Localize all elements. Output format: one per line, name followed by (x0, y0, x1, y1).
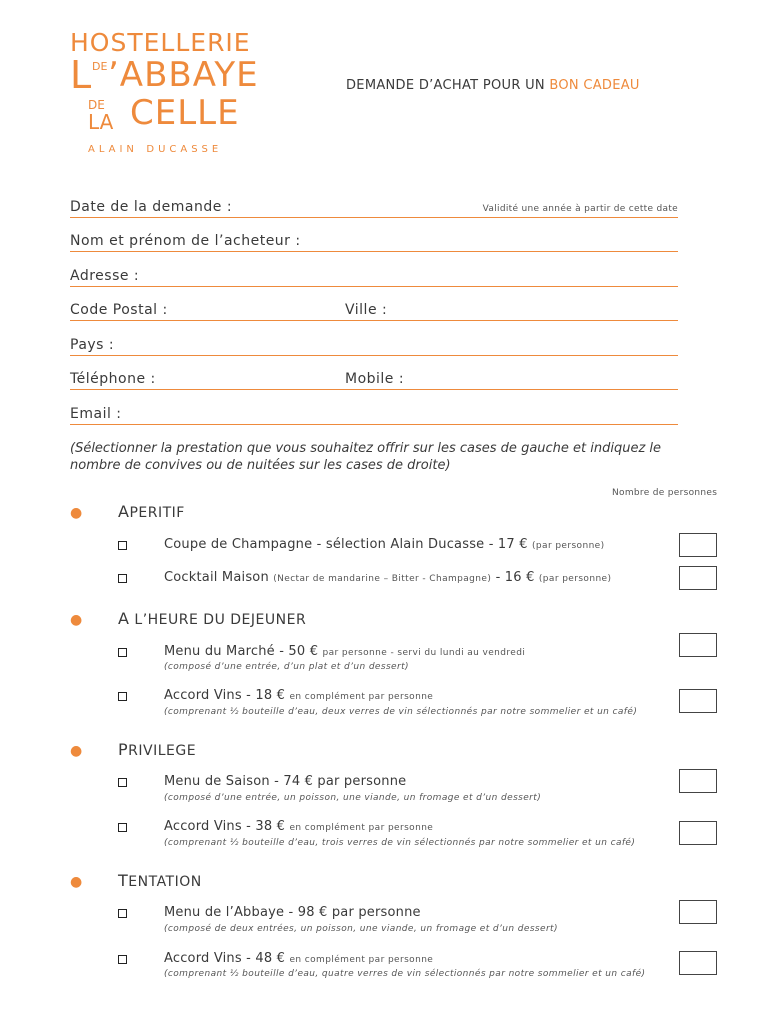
logo-ducasse: alain ducasse (88, 140, 223, 156)
item-cocktail: Cocktail Maison (Nectar de mandarine – Bitter - Champagne) - 16 € (par personne) (164, 570, 612, 585)
bullet-icon: ● (70, 743, 83, 759)
item-menu-saison-desc: (composé d’une entrée, un poisson, une viande, un fromage et d’un dessert) (164, 793, 542, 803)
checkbox-champagne[interactable] (118, 541, 127, 550)
item-menu-saison: Menu de Saison - 74 € par personne (164, 774, 407, 789)
address-label: Adresse : (70, 268, 140, 284)
title-accent: BON CADEAU (549, 78, 640, 93)
validity-note: Validité une année à partir de cette date (482, 204, 678, 214)
logo-celle: CELLE (130, 93, 240, 133)
item-accord-vins-48-desc: (comprenant ½ bouteille d’eau, quatre verres de vin sélectionnés par notre sommelier et un café) (164, 969, 646, 979)
country-field[interactable] (70, 335, 678, 356)
checkbox-menu-saison[interactable] (118, 778, 127, 787)
section-aperitif: APERITIF (118, 502, 185, 521)
email-label: Email : (70, 406, 122, 422)
logo-abbaye: ’ABBAYE (108, 55, 259, 95)
address-field[interactable] (70, 266, 678, 287)
email-field[interactable] (70, 404, 678, 425)
city-label: Ville : (345, 302, 388, 318)
item-menu-marche: Menu du Marché - 50 € par personne - servi du lundi au vendredi (164, 644, 526, 659)
mobile-label: Mobile : (345, 371, 405, 387)
item-accord-vins-38-desc: (comprenant ½ bouteille d’eau, trois verres de vin sélectionnés par notre sommelier et un café) (164, 838, 636, 848)
item-accord-vins-18: Accord Vins - 18 € en complément par personne (164, 688, 434, 703)
qty-cocktail[interactable] (679, 566, 717, 590)
logo-de-small-2: DE (88, 98, 105, 112)
country-label: Pays : (70, 337, 115, 353)
checkbox-accord-vins-38[interactable] (118, 823, 127, 832)
qty-accord-vins-48[interactable] (679, 951, 717, 975)
qty-menu-abbaye[interactable] (679, 900, 717, 924)
logo-hostellerie: HOSTELLERIE (70, 28, 251, 57)
item-accord-vins-38: Accord Vins - 38 € en complément par personne (164, 819, 434, 834)
bullet-icon: ● (70, 505, 83, 521)
name-label: Nom et prénom de l’acheteur : (70, 233, 301, 249)
postal-label: Code Postal : (70, 302, 168, 318)
checkbox-menu-marche[interactable] (118, 648, 127, 657)
instructions: (Sélectionner la prestation que vous souhaitez offrir sur les cases de gauche et indiquez le nombre de convives ou de nuitées sur les cases de droite) (70, 441, 662, 473)
item-champagne: Coupe de Champagne - sélection Alain Ducasse - 17 € (par personne) (164, 537, 605, 552)
date-field[interactable] (70, 197, 678, 218)
qty-accord-vins-18[interactable] (679, 689, 717, 713)
section-dejeuner: A L’HEURE DU DEJEUNER (118, 609, 307, 628)
bullet-icon: ● (70, 874, 83, 890)
item-menu-marche-desc: (composé d’une entrée, d’un plat et d’un dessert) (164, 662, 409, 672)
people-header: Nombre de personnes (612, 488, 718, 498)
qty-menu-marche[interactable] (679, 633, 717, 657)
checkbox-cocktail[interactable] (118, 574, 127, 583)
checkbox-accord-vins-48[interactable] (118, 955, 127, 964)
qty-champagne[interactable] (679, 533, 717, 557)
section-privilege: PRIVILEGE (118, 740, 197, 759)
item-accord-vins-48: Accord Vins - 48 € en complément par personne (164, 951, 434, 966)
item-menu-abbaye-desc: (composé de deux entrées, un poisson, une viande, un fromage et d’un dessert) (164, 924, 558, 934)
bullet-icon: ● (70, 612, 83, 628)
section-tentation: TENTATION (118, 871, 202, 890)
logo-de-small: DE (92, 60, 108, 73)
name-field[interactable] (70, 231, 678, 252)
date-label: Date de la demande : (70, 199, 233, 215)
item-accord-vins-18-desc: (comprenant ½ bouteille d’eau, deux verres de vin sélectionnés par notre sommelier et un café) (164, 707, 638, 717)
phone-label: Téléphone : (70, 371, 156, 387)
qty-accord-vins-38[interactable] (679, 821, 717, 845)
logo-l: L (70, 53, 92, 97)
postal-city-field[interactable] (70, 300, 678, 321)
logo-la: LA (88, 110, 114, 134)
checkbox-menu-abbaye[interactable] (118, 909, 127, 918)
title-prefix: DEMANDE D’ACHAT POUR UN (346, 78, 550, 93)
page-title (346, 78, 640, 93)
item-menu-abbaye: Menu de l’Abbaye - 98 € par personne (164, 905, 421, 920)
checkbox-accord-vins-18[interactable] (118, 692, 127, 701)
phone-mobile-field[interactable] (70, 369, 678, 390)
qty-menu-saison[interactable] (679, 769, 717, 793)
logo (70, 28, 290, 168)
